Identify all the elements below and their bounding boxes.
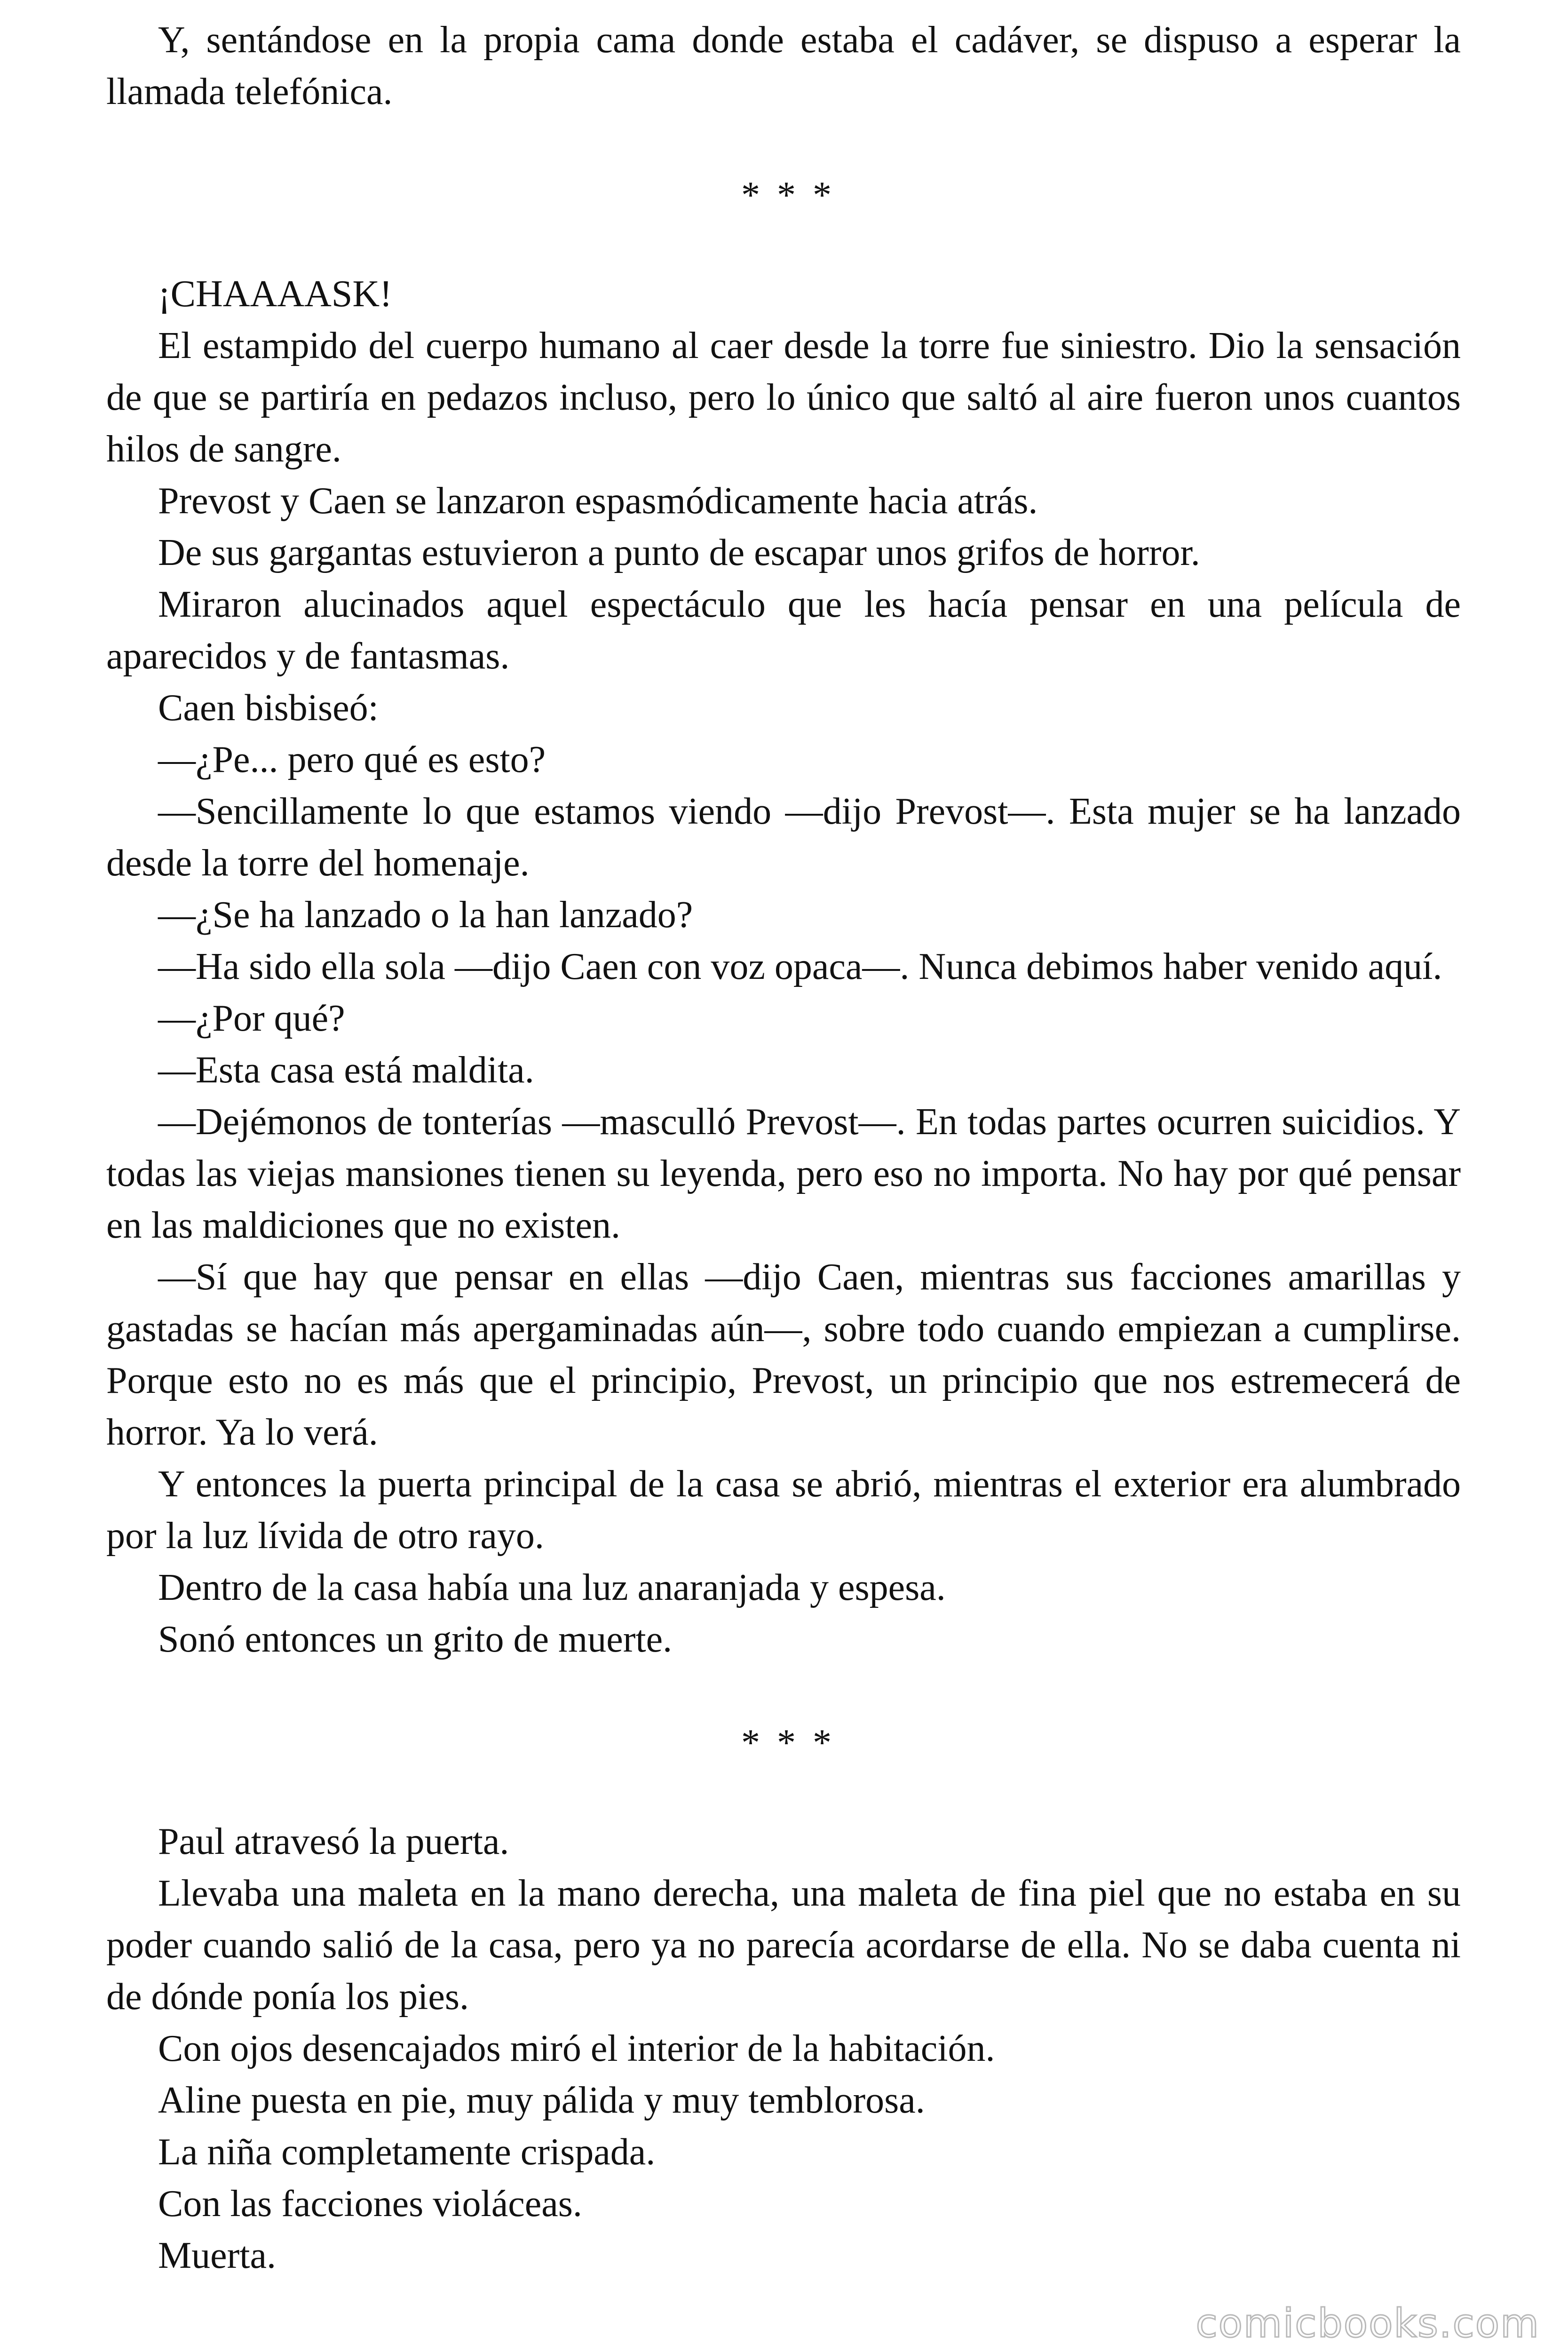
paragraph: —Sí que hay que pensar en ellas —dijo Caen, mientras sus facciones amarillas y gastadas se hacían más apergaminadas aún—, sobre todo cuando empiezan a cumplirse. Porque esto no es más que el principio, Prevost, un principio que nos estremecerá de horror. Ya lo verá. [106, 1256, 1461, 1453]
paragraph: Y entonces la puerta principal de la casa se abrió, mientras el exterior era alumbrado por la luz lívida de otro rayo. [106, 1463, 1461, 1557]
spacer [106, 221, 1461, 268]
paragraph: Prevost y Caen se lanzaron espasmódicamente hacia atrás. [158, 480, 1038, 522]
section-separator: * * * [741, 175, 835, 216]
spacer [106, 1665, 1461, 1717]
paragraph: —Ha sido ella sola —dijo Caen con voz opaca—. Nunca debimos haber venido aquí. [158, 946, 1442, 987]
paragraph: —¿Se ha lanzado o la han lanzado? [158, 894, 693, 936]
paragraph: Paul atravesó la puerta. [158, 1821, 509, 1862]
paragraph: —Esta casa está maldita. [158, 1049, 534, 1091]
paragraph: La niña completamente crispada. [158, 2131, 656, 2173]
paragraph: Sonó entonces un grito de muerte. [158, 1619, 673, 1660]
paragraph: Miraron alucinados aquel espectáculo que les hacía pensar en una película de aparecidos y de fantasmas. [106, 584, 1461, 677]
paragraph: Caen bisbiseó: [158, 687, 379, 729]
book-page [106, 14, 1461, 2281]
watermark: comicbooks.com [1196, 2300, 1540, 2346]
paragraph: —Sencillamente lo que estamos viendo —dijo Prevost—. Esta mujer se ha lanzado desde la torre del homenaje. [106, 791, 1461, 884]
paragraph: ¡CHAAAASK! [158, 273, 392, 315]
paragraph: Con las facciones violáceas. [158, 2183, 582, 2225]
section-separator: * * * [741, 1722, 835, 1764]
paragraph: —¿Pe... pero qué es esto? [158, 739, 546, 780]
spacer [106, 118, 1461, 169]
paragraph: De sus gargantas estuvieron a punto de escapar unos grifos de horror. [158, 532, 1200, 573]
paragraph: Dentro de la casa había una luz anaranjada y espesa. [158, 1567, 946, 1608]
paragraph: El estampido del cuerpo humano al caer desde la torre fue siniestro. Dio la sensación de que se partiría en pedazos incluso, pero lo único que saltó al aire fueron unos cuantos hilos de sangre. [106, 325, 1461, 470]
paragraph: Llevaba una maleta en la mano derecha, una maleta de fina piel que no estaba en su poder cuando salió de la casa, pero ya no parecía acordarse de ella. No se daba cuenta ni de dónde ponía los pies. [106, 1873, 1461, 2018]
paragraph: Muerta. [158, 2235, 277, 2276]
paragraph: —¿Por qué? [158, 998, 345, 1039]
paragraph: —Dejémonos de tonterías —masculló Prevost—. En todas partes ocurren suicidios. Y todas las viejas mansiones tienen su leyenda, pero eso no importa. No hay por qué pensar en las maldiciones que no existen. [106, 1101, 1461, 1246]
paragraph: Con ojos desencajados miró el interior de la habitación. [158, 2028, 995, 2069]
paragraph: Aline puesta en pie, muy pálida y muy temblorosa. [158, 2080, 925, 2121]
spacer [106, 1769, 1461, 1816]
paragraph: Y, sentándose en la propia cama donde estaba el cadáver, se dispuso a esperar la llamada telefónica. [106, 19, 1461, 112]
